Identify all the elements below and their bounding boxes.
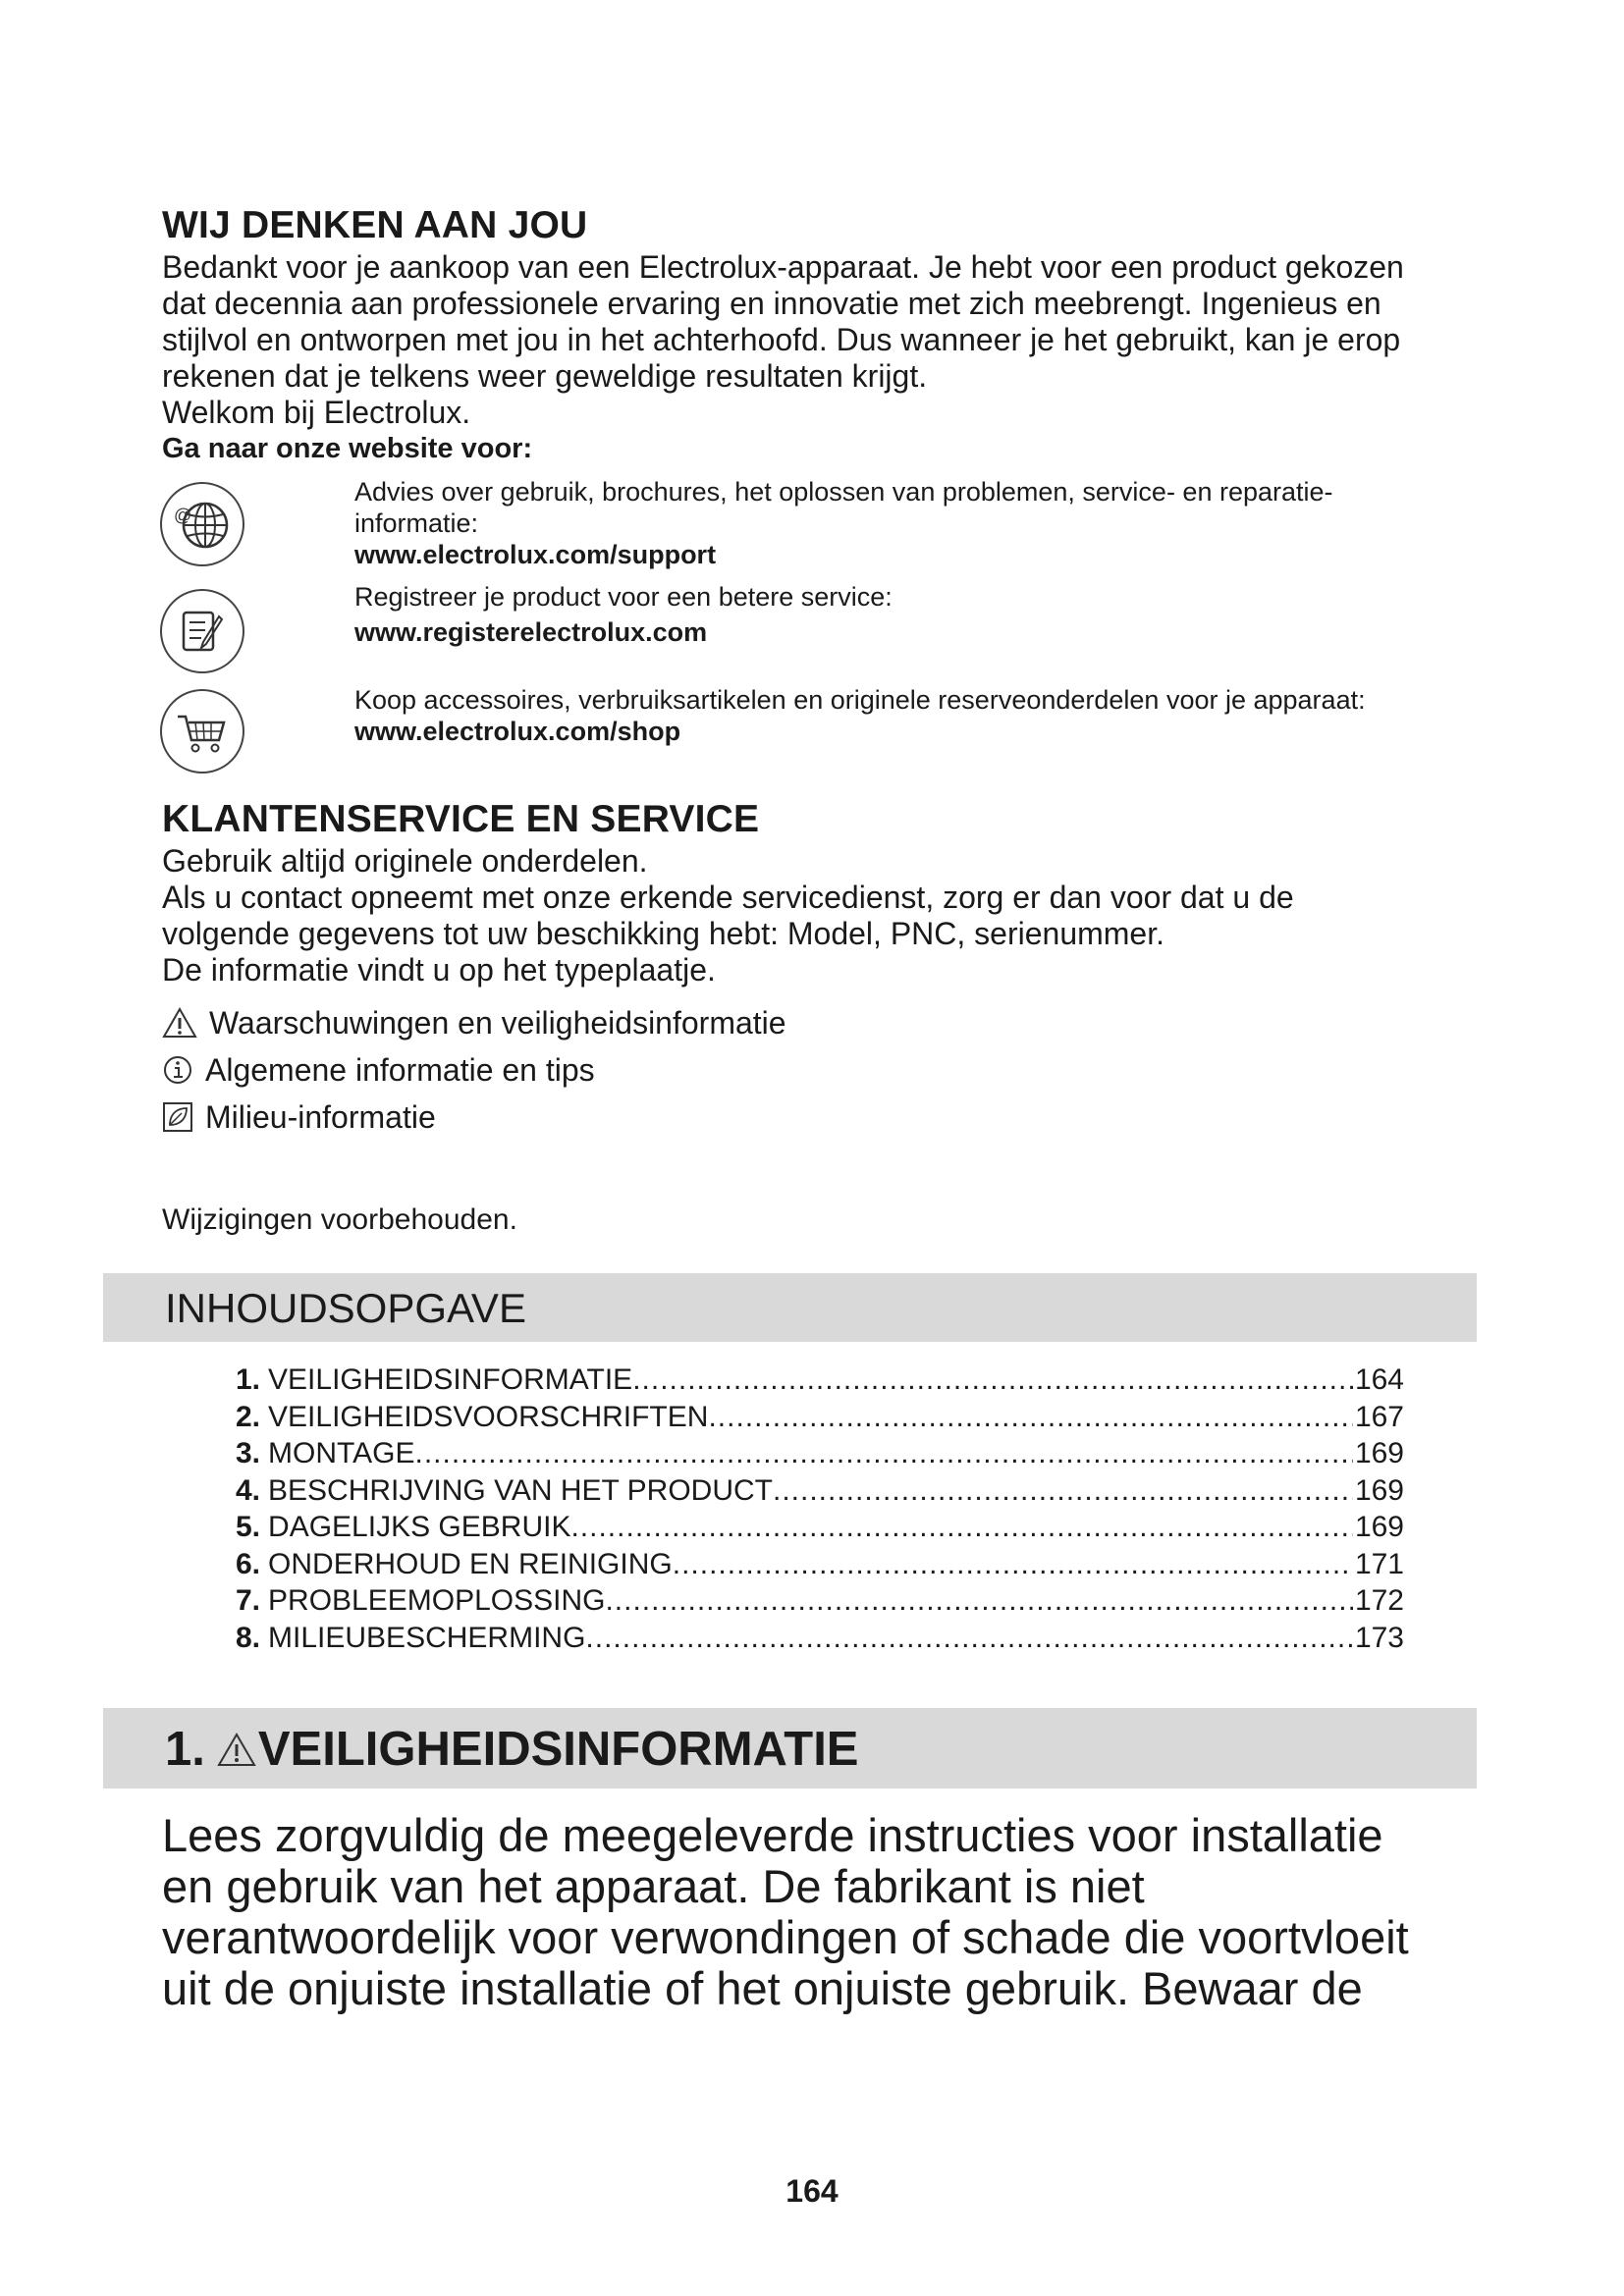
toc-item-number: 5. (236, 1511, 261, 1543)
toc-item[interactable] (236, 1546, 1404, 1583)
intro-paragraph (162, 249, 1478, 467)
safety-header-bar (103, 1708, 1477, 1789)
safety-line: en gebruik van het apparaat. De fabrikant is niet (162, 1860, 1145, 1912)
toc-item-page: 169 (1354, 1473, 1404, 1507)
web-item-text: Koop accessoires, verbruiksartikelen en originele reserveonderdelen voor je apparaat: (354, 685, 1366, 715)
toc-header-bar (103, 1273, 1477, 1342)
toc-item-page: 173 (1354, 1621, 1404, 1654)
globe-icon (160, 482, 244, 566)
toc-item-title: MONTAGE (268, 1437, 415, 1469)
web-item-text: Registreer je product voor een betere service: (354, 582, 893, 612)
web-item-support (354, 476, 1333, 570)
toc-item-number: 7. (236, 1584, 261, 1617)
shopping-cart-icon (160, 689, 244, 774)
toc-item-number: 2. (236, 1400, 261, 1433)
service-line: Gebruik altijd originele onderdelen. (162, 843, 648, 879)
toc-item[interactable] (236, 1399, 1404, 1436)
toc-item[interactable] (236, 1509, 1404, 1546)
intro-line: dat decennia aan professionele ervaring en innovatie met zich meebrengt. Ingenieus en (162, 286, 1381, 321)
page-number: 164 (785, 2173, 839, 2209)
toc-item-page: 172 (1354, 1584, 1404, 1617)
intro-line: stijlvol en ontworpen met jou in het achterhoofd. Dus wanneer je het gebruikt, kan je erop (162, 322, 1401, 357)
toc-item-number: 4. (236, 1473, 261, 1507)
toc-item-page: 171 (1354, 1547, 1404, 1580)
toc-item-number: 8. (236, 1621, 261, 1654)
toc-item[interactable] (236, 1362, 1404, 1399)
table-of-contents (236, 1362, 1404, 1656)
toc-item-number: 1. (236, 1363, 261, 1396)
toc-leader (773, 1472, 1353, 1510)
legend-warning-text: Waarschuwingen en veiligheidsinformatie (209, 1004, 786, 1041)
shop-link[interactable]: www.electrolux.com/shop (354, 717, 681, 746)
safety-heading (165, 1722, 859, 1777)
safety-line: uit de onjuiste installatie of het onjuiste gebruik. Bewaar de (162, 1962, 1363, 2014)
toc-item-page: 169 (1354, 1511, 1404, 1543)
toc-leader (605, 1582, 1352, 1620)
toc-item-page: 167 (1354, 1400, 1404, 1433)
register-document-icon (160, 589, 244, 673)
toc-leader (673, 1546, 1353, 1583)
toc-heading: INHOUDSOPGAVE (165, 1285, 526, 1331)
legend-warning (162, 1003, 786, 1042)
toc-item-title: VEILIGHEIDSVOORSCHRIFTEN (268, 1400, 709, 1433)
safety-heading-text: VEILIGHEIDSINFORMATIE (257, 1723, 859, 1776)
web-item-text: informatie: (354, 508, 479, 538)
web-item-text: Advies over gebruik, brochures, het oplossen van problemen, service- en reparatie- (354, 477, 1333, 507)
toc-item-page: 169 (1354, 1437, 1404, 1469)
intro-line: rekenen dat je telkens weer geweldige resultaten krijgt. (162, 358, 928, 394)
toc-item[interactable] (236, 1435, 1404, 1472)
toc-leader (570, 1509, 1352, 1546)
toc-item-title: PROBLEEMOPLOSSING (268, 1584, 606, 1617)
intro-line: Bedankt voor je aankoop van een Electrolux-apparaat. Je hebt voor een product gekozen (162, 249, 1404, 285)
web-item-shop (354, 684, 1366, 747)
safety-line: Lees zorgvuldig de meegeleverde instructies voor installatie (162, 1809, 1383, 1861)
toc-item-title: ONDERHOUD EN REINIGING (268, 1547, 673, 1580)
toc-item-title: BESCHRIJVING VAN HET PRODUCT (268, 1473, 773, 1507)
toc-item-title: DAGELIJKS GEBRUIK (268, 1511, 571, 1543)
legend-info-text: Algemene informatie en tips (205, 1051, 595, 1088)
welcome-text: Welkom bij Electrolux. (162, 395, 471, 430)
svg-text:@: @ (174, 506, 192, 525)
changes-note: Wijzigingen voorbehouden. (162, 1203, 517, 1236)
info-icon (162, 1054, 193, 1086)
support-link[interactable]: www.electrolux.com/support (354, 540, 717, 569)
toc-leader (414, 1435, 1352, 1472)
safety-heading-number: 1. (165, 1723, 205, 1776)
register-link[interactable]: www.registerelectrolux.com (354, 617, 708, 647)
legend-environment-text: Milieu-informatie (205, 1098, 436, 1135)
service-line: volgende gegevens tot uw beschikking hebt: Model, PNC, serienummer. (162, 916, 1164, 951)
legend-environment (162, 1097, 436, 1137)
toc-item-title: MILIEUBESCHERMING (268, 1621, 586, 1654)
toc-leader (632, 1362, 1353, 1399)
warning-triangle-icon (215, 1730, 258, 1769)
service-heading: KLANTENSERVICE EN SERVICE (162, 798, 760, 840)
legend-info (162, 1050, 595, 1090)
toc-item-number: 3. (236, 1437, 261, 1469)
toc-item-title: VEILIGHEIDSINFORMATIE (268, 1363, 633, 1396)
intro-heading: WIJ DENKEN AAN JOU (162, 204, 588, 246)
toc-item[interactable] (236, 1472, 1404, 1510)
safety-paragraph (162, 1810, 1409, 2014)
toc-leader (585, 1620, 1353, 1657)
toc-item[interactable] (236, 1620, 1404, 1657)
leaf-icon (162, 1101, 193, 1133)
warning-triangle-icon (162, 1006, 197, 1040)
service-paragraph (162, 843, 1478, 988)
website-label: Ga naar onze website voor: (162, 433, 533, 464)
toc-leader (708, 1399, 1353, 1436)
service-line: Als u contact opneemt met onze erkende servicedienst, zorg er dan voor dat u de (162, 880, 1294, 915)
web-item-register (354, 581, 893, 648)
toc-item-number: 6. (236, 1547, 261, 1580)
service-line: De informatie vindt u op het typeplaatje. (162, 952, 716, 988)
safety-line: verantwoordelijk voor verwondingen of schade die voortvloeit (162, 1911, 1409, 1963)
toc-item[interactable] (236, 1582, 1404, 1620)
toc-item-page: 164 (1354, 1363, 1404, 1396)
